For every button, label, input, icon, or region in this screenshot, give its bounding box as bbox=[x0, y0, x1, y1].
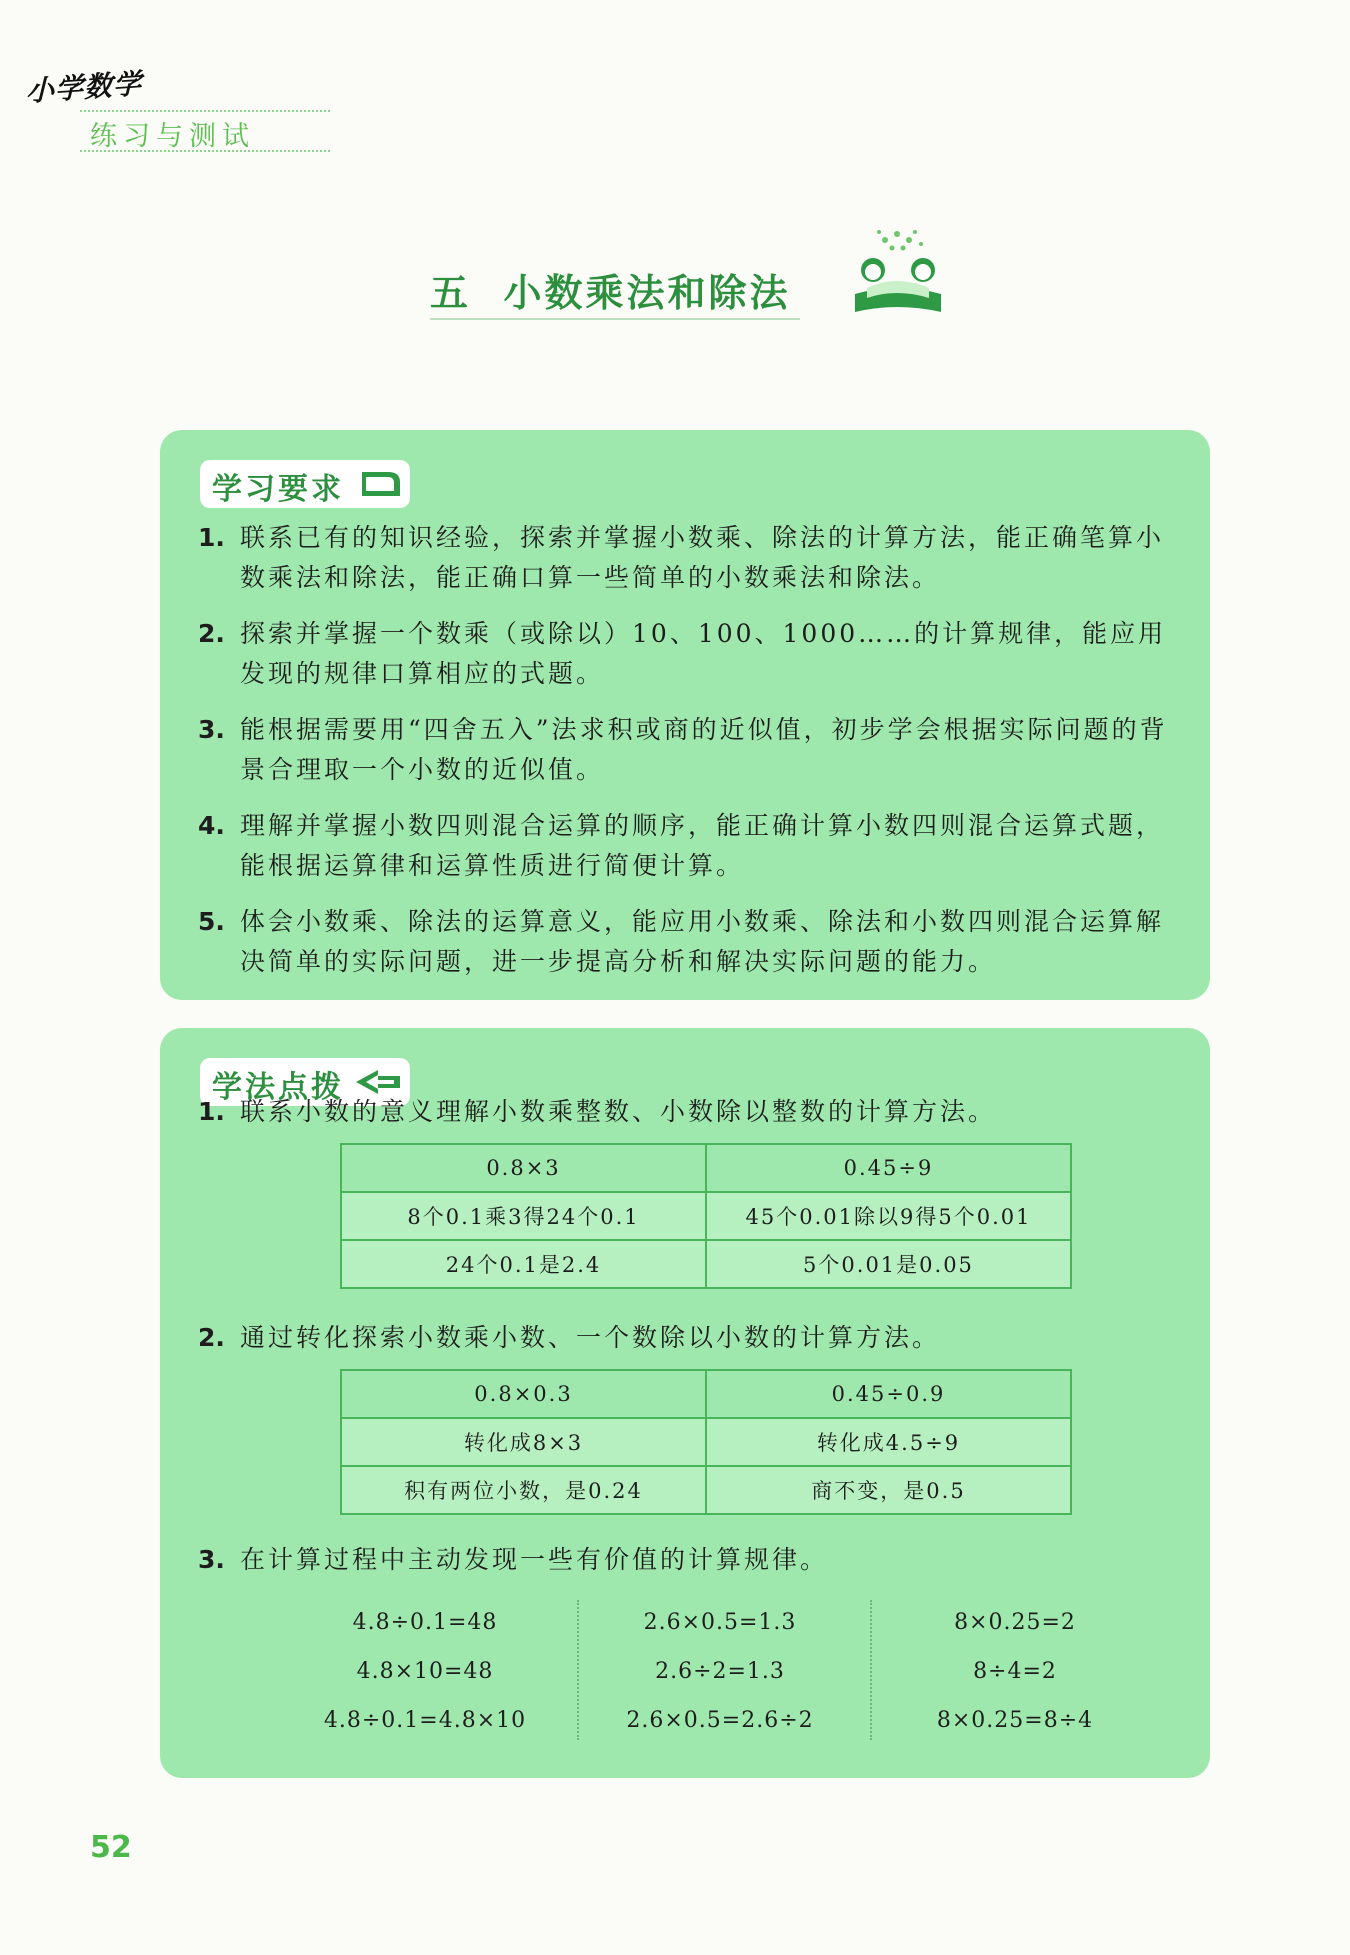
table-cell: 45个0.01除以9得5个0.01 bbox=[706, 1192, 1071, 1240]
study-tips-label: 学法点拨 bbox=[212, 1070, 344, 1105]
tip-point-3: 3. 在计算过程中主动发现一些有价值的计算规律。 bbox=[198, 1545, 829, 1574]
rule-equation: 8×0.25=8÷4 bbox=[936, 1708, 1094, 1733]
chapter-heading bbox=[430, 262, 800, 320]
table-cell: 商不变，是0.5 bbox=[706, 1466, 1071, 1514]
learning-requirements-label: 学习要求 bbox=[212, 472, 344, 507]
requirement-item: 4. 理解并掌握小数四则混合运算的顺序，能正确计算小数四则混合运算式题，能根据运算律和运算性质进行简便计算。 bbox=[198, 811, 1165, 880]
table-row bbox=[341, 1418, 1071, 1466]
rule-equation: 8×0.25=2 bbox=[954, 1610, 1076, 1635]
tip-point-2: 2. 通过转化探索小数乘小数、一个数除以小数的计算方法。 bbox=[198, 1323, 941, 1352]
rule-equation: 4.8×10=48 bbox=[356, 1659, 494, 1684]
learning-requirements-panel bbox=[160, 430, 1210, 1000]
rule-equation: 4.8÷0.1=4.8×10 bbox=[323, 1708, 527, 1733]
table-cell: 8个0.1乘3得24个0.1 bbox=[341, 1192, 706, 1240]
rule-equation: 4.8÷0.1=48 bbox=[352, 1610, 498, 1635]
table-cell: 积有两位小数，是0.24 bbox=[341, 1466, 706, 1514]
table-cell: 转化成4.5÷9 bbox=[706, 1418, 1071, 1466]
series-subtitle: 练习与测试 bbox=[90, 121, 255, 152]
rule-equation: 8÷4=2 bbox=[973, 1659, 1057, 1684]
reading-kids-icon bbox=[845, 228, 950, 318]
rule-equation: 2.6÷2=1.3 bbox=[655, 1659, 785, 1684]
calculation-rules bbox=[280, 1598, 1160, 1748]
table-cell: 0.45÷9 bbox=[706, 1144, 1071, 1192]
requirement-item: 5. 体会小数乘、除法的运算意义，能应用小数乘、除法和小数四则混合运算解决简单的实际问题，进一步提高分析和解决实际问题的能力。 bbox=[198, 907, 1165, 976]
rule-column bbox=[870, 1598, 1160, 1745]
tip-point-1: 1. 联系小数的意义理解小数乘整数、小数除以整数的计算方法。 bbox=[198, 1097, 997, 1126]
study-tips-panel bbox=[160, 1028, 1210, 1778]
table-row bbox=[341, 1466, 1071, 1514]
table-row bbox=[341, 1240, 1071, 1288]
rule-column bbox=[575, 1598, 865, 1745]
requirement-item: 2. 探索并掌握一个数乘（或除以）10、100、1000……的计算规律，能应用发现的规律口算相应的式题。 bbox=[198, 619, 1167, 688]
series-brand bbox=[26, 66, 255, 152]
page-number: 52 bbox=[90, 1830, 132, 1865]
series-title: 小学数学 bbox=[26, 66, 143, 109]
table-cell: 5个0.01是0.05 bbox=[706, 1240, 1071, 1288]
table-row bbox=[341, 1370, 1071, 1418]
table-cell: 24个0.1是2.4 bbox=[341, 1240, 706, 1288]
requirement-item: 3. 能根据需要用“四舍五入”法求积或商的近似值，初步学会根据实际问题的背景合理取一个小数的近似值。 bbox=[198, 715, 1168, 784]
rule-equation: 2.6×0.5=2.6÷2 bbox=[626, 1708, 814, 1733]
rule-column bbox=[280, 1598, 570, 1745]
table-cell: 转化成8×3 bbox=[341, 1418, 706, 1466]
requirement-item: 1. 联系已有的知识经验，探索并掌握小数乘、除法的计算方法，能正确笔算小数乘法和除法，能正确口算一些简单的小数乘法和除法。 bbox=[198, 523, 1165, 592]
table-row bbox=[341, 1144, 1071, 1192]
table-multiply-divide-integer bbox=[340, 1143, 1072, 1289]
learning-requirements-tag bbox=[200, 460, 410, 508]
table-convert-decimal bbox=[340, 1369, 1072, 1515]
rule-equation: 2.6×0.5=1.3 bbox=[643, 1610, 797, 1635]
book-icon bbox=[358, 466, 404, 502]
series-subtitle-box bbox=[80, 110, 330, 152]
chapter-title: 五 小数乘法和除法 bbox=[430, 270, 791, 315]
table-cell: 0.45÷0.9 bbox=[706, 1370, 1071, 1418]
table-cell: 0.8×3 bbox=[341, 1144, 706, 1192]
table-cell: 0.8×0.3 bbox=[341, 1370, 706, 1418]
table-row bbox=[341, 1192, 1071, 1240]
